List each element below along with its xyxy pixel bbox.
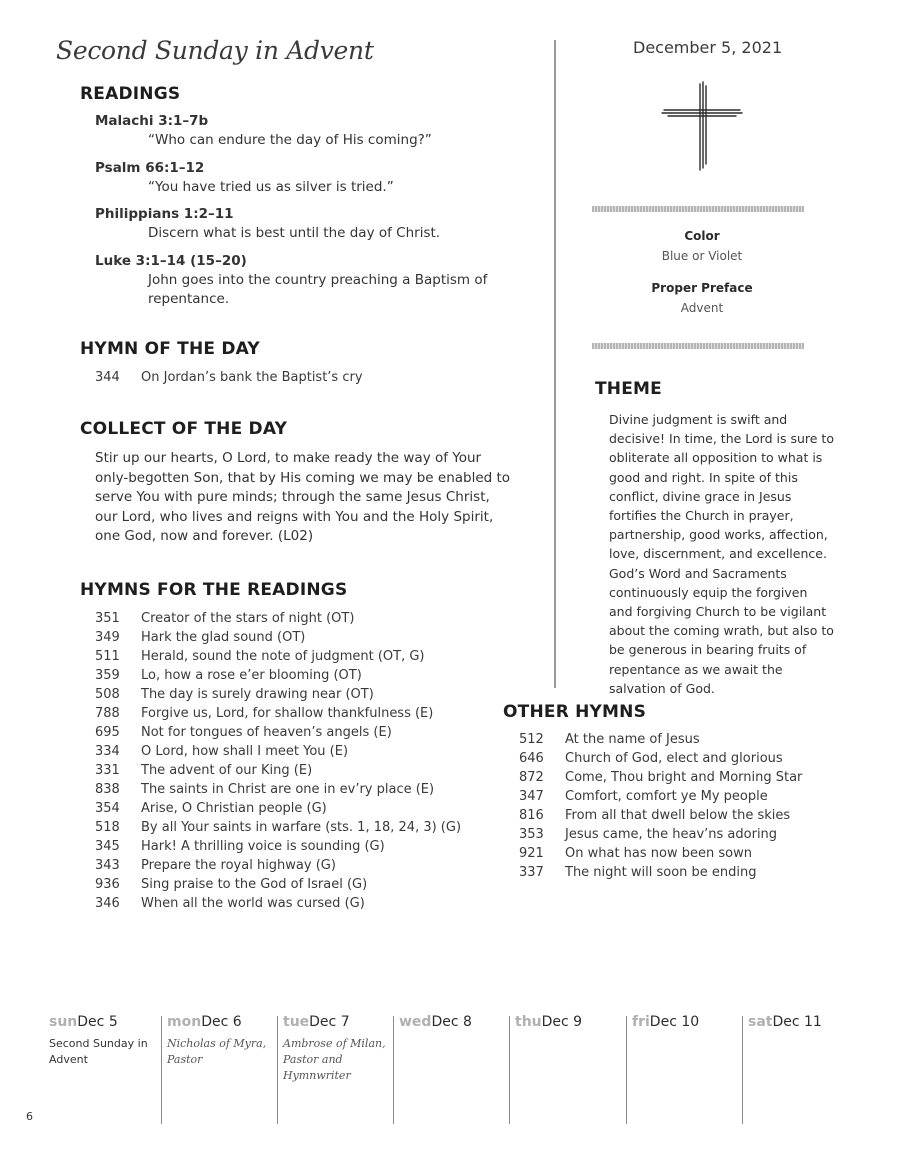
hymn-title: O Lord, how shall I meet You (E) <box>141 744 349 759</box>
day-of-week: sun <box>49 1014 78 1030</box>
hymn-title: Prepare the royal highway (G) <box>141 858 336 873</box>
readings-heading: READINGS <box>80 84 181 104</box>
calendar-day-wed <box>399 1014 503 1126</box>
hymn-title: When all the world was cursed (G) <box>141 896 365 911</box>
calendar-day-mon <box>167 1014 271 1126</box>
hymn-row <box>95 687 461 706</box>
reading-summary: “You have tried us as silver is tried.” <box>148 179 394 195</box>
hymn-title: The saints in Christ are one in ev’ry place (E) <box>141 782 435 797</box>
hymn-row <box>95 820 461 839</box>
hymns-readings-heading: HYMNS FOR THE READINGS <box>80 580 348 600</box>
hymn-title: Lo, how a rose e’er blooming (OT) <box>141 668 362 683</box>
preface-value: Advent <box>680 301 724 315</box>
calendar-divider <box>161 1016 162 1124</box>
other-hymns-heading: OTHER HYMNS <box>503 702 647 722</box>
hymn-row <box>95 725 461 744</box>
calendar-day-header <box>283 1014 387 1030</box>
column-divider <box>554 40 556 688</box>
hymn-row <box>95 611 461 630</box>
hymn-number: 346 <box>95 896 120 911</box>
theme-heading: THEME <box>595 379 662 399</box>
calendar-day-header <box>632 1014 736 1030</box>
hymn-title: Come, Thou bright and Morning Star <box>565 770 803 785</box>
service-date: December 5, 2021 <box>633 38 783 57</box>
hymn-number: 354 <box>95 801 120 816</box>
cross-icon <box>660 80 744 172</box>
proper-preface <box>592 281 812 315</box>
reading-item <box>95 160 515 197</box>
calendar-date: Dec 6 <box>201 1014 242 1030</box>
hymn-row <box>95 668 461 687</box>
calendar-day-tue <box>283 1014 387 1126</box>
reading-summary: John goes into the country preaching a Baptism of repentance. <box>148 272 488 307</box>
hymn-title: Jesus came, the heav’ns adoring <box>565 827 778 842</box>
hymn-row <box>95 370 363 389</box>
calendar-day-header <box>49 1014 153 1030</box>
hymn-row <box>95 801 461 820</box>
reading-ref: Malachi 3:1–7b <box>95 113 209 129</box>
hymn-row <box>519 808 802 827</box>
hymn-title: The day is surely drawing near (OT) <box>141 687 374 702</box>
hymn-number: 343 <box>95 858 120 873</box>
theme-text: Divine judgment is swift and decisive! In time, the Lord is sure to obliterate all opposition to what is good and right. In spite of this conflict, divine grace in Jesus fortifies the Church in prayer, partnership, good works, affection, love, discernment, and excellence. God’s Word and Sacraments continuously equip the forgiven and forgiving Church to be vigilant about the coming wrath, but also to be generous in bearing fruits of repentance as we await the salvation of God. <box>609 412 834 696</box>
collect-text: Stir up our hearts, O Lord, to make ready the way of Your only-begotten Son, that by His coming we may be enabled to serve You with pure minds; through the same Jesus Christ, our Lord, who lives and reigns with You and the Holy Spirit, one God, now and forever. (L02) <box>95 450 511 544</box>
hymn-row <box>95 782 461 801</box>
calendar-divider <box>509 1016 510 1124</box>
other-hymns-list <box>519 732 802 884</box>
hymn-number: 816 <box>519 808 544 823</box>
hymn-title: Forgive us, Lord, for shallow thankfulness (E) <box>141 706 434 721</box>
calendar-date: Dec 10 <box>649 1014 700 1030</box>
liturgical-color <box>592 229 812 263</box>
hymn-row <box>519 789 802 808</box>
color-value: Blue or Violet <box>661 249 743 263</box>
hymn-row <box>519 732 802 751</box>
hymn-row <box>95 839 461 858</box>
hymn-number: 337 <box>519 865 544 880</box>
calendar-date: Dec 5 <box>77 1014 118 1030</box>
reading-item <box>95 206 515 243</box>
hymn-title: On what has now been sown <box>565 846 752 861</box>
day-of-week: sat <box>748 1014 773 1030</box>
hymn-of-day <box>95 370 363 389</box>
hymn-title: Herald, sound the note of judgment (OT, G) <box>141 649 425 664</box>
calendar-day-header <box>167 1014 271 1030</box>
hymn-row <box>95 877 461 896</box>
hymn-title: Hark! A thrilling voice is sounding (G) <box>141 839 385 854</box>
hymn-number: 353 <box>519 827 544 842</box>
color-label: Color <box>684 229 720 243</box>
hymn-title: From all that dwell below the skies <box>565 808 791 823</box>
hymn-row <box>519 770 802 789</box>
hymn-title: On Jordan’s bank the Baptist’s cry <box>141 370 363 385</box>
hymn-number: 921 <box>519 846 544 861</box>
hymn-number: 331 <box>95 763 120 778</box>
hymn-row <box>95 858 461 877</box>
hymn-title: The night will soon be ending <box>565 865 757 880</box>
calendar-day-sat <box>748 1014 852 1126</box>
hymn-title: At the name of Jesus <box>565 732 700 747</box>
hymn-title: By all Your saints in warfare (sts. 1, 18, 24, 3) (G) <box>141 820 462 835</box>
reading-item <box>95 253 515 309</box>
hymn-of-day-heading: HYMN OF THE DAY <box>80 339 260 359</box>
hymn-number: 695 <box>95 725 120 740</box>
hymn-number: 872 <box>519 770 544 785</box>
hymn-title: The advent of our King (E) <box>141 763 313 778</box>
page-title: Second Sunday in Advent <box>56 36 374 65</box>
hymn-number: 508 <box>95 687 120 702</box>
hymn-number: 838 <box>95 782 120 797</box>
calendar-day-header <box>399 1014 503 1030</box>
hymn-row <box>519 827 802 846</box>
day-of-week: tue <box>283 1014 310 1030</box>
calendar-date: Dec 11 <box>772 1014 822 1030</box>
reading-summary: “Who can endure the day of His coming?” <box>148 132 432 148</box>
reading-ref: Luke 3:1–14 (15–20) <box>95 253 247 269</box>
day-of-week: wed <box>399 1014 432 1030</box>
collect-heading: COLLECT OF THE DAY <box>80 419 288 439</box>
hymn-number: 344 <box>95 370 120 385</box>
commemoration-note: Nicholas of Myra, Pastor <box>167 1037 267 1066</box>
hymn-number: 347 <box>519 789 544 804</box>
hymn-number: 359 <box>95 668 120 683</box>
hymn-number: 512 <box>519 732 544 747</box>
hymn-row <box>519 751 802 770</box>
calendar-date: Dec 9 <box>541 1014 583 1030</box>
calendar-divider <box>626 1016 627 1124</box>
hymn-title: Arise, O Christian people (G) <box>141 801 327 816</box>
hymn-number: 518 <box>95 820 120 835</box>
day-of-week: mon <box>167 1014 202 1030</box>
hymn-title: Comfort, comfort ye My people <box>565 789 768 804</box>
reading-ref: Philippians 1:2–11 <box>95 206 234 222</box>
hymn-number: 345 <box>95 839 120 854</box>
calendar-day-sun <box>49 1014 153 1126</box>
hymn-row <box>95 896 461 915</box>
page-number: 6 <box>26 1110 33 1123</box>
hymn-row <box>519 865 802 884</box>
hymn-number: 788 <box>95 706 120 721</box>
reading-ref: Psalm 66:1–12 <box>95 160 205 176</box>
reading-item <box>95 113 515 150</box>
decorative-rule <box>592 343 804 349</box>
hymn-row <box>95 744 461 763</box>
hymn-title: Church of God, elect and glorious <box>565 751 783 766</box>
decorative-rule <box>592 206 804 212</box>
hymns-readings-list <box>95 611 461 915</box>
hymn-number: 936 <box>95 877 120 892</box>
hymn-row <box>95 706 461 725</box>
calendar-date: Dec 7 <box>309 1014 350 1030</box>
calendar-divider <box>742 1016 743 1124</box>
calendar-date: Dec 8 <box>431 1014 472 1030</box>
hymn-number: 511 <box>95 649 120 664</box>
hymn-row <box>95 763 461 782</box>
commemoration-note: Ambrose of Milan, Pastor and Hymnwriter <box>283 1037 386 1082</box>
reading-summary: Discern what is best until the day of Christ. <box>148 225 441 241</box>
day-of-week: thu <box>515 1014 542 1030</box>
hymn-number: 349 <box>95 630 120 645</box>
hymn-row <box>95 630 461 649</box>
preface-label: Proper Preface <box>651 281 753 295</box>
day-of-week: fri <box>632 1014 650 1030</box>
calendar-divider <box>277 1016 278 1124</box>
commemoration-note: Second Sunday in Advent <box>49 1037 148 1066</box>
calendar-day-header <box>515 1014 619 1030</box>
hymn-title: Creator of the stars of night (OT) <box>141 611 355 626</box>
hymn-number: 351 <box>95 611 120 626</box>
hymn-row <box>519 846 802 865</box>
calendar-divider <box>393 1016 394 1124</box>
hymn-row <box>95 649 461 668</box>
calendar-day-thu <box>515 1014 619 1126</box>
hymn-title: Not for tongues of heaven’s angels (E) <box>141 725 392 740</box>
hymn-number: 646 <box>519 751 544 766</box>
hymn-number: 334 <box>95 744 120 759</box>
hymn-title: Hark the glad sound (OT) <box>141 630 306 645</box>
calendar-day-header <box>748 1014 852 1030</box>
calendar-day-fri <box>632 1014 736 1126</box>
hymn-title: Sing praise to the God of Israel (G) <box>141 877 368 892</box>
